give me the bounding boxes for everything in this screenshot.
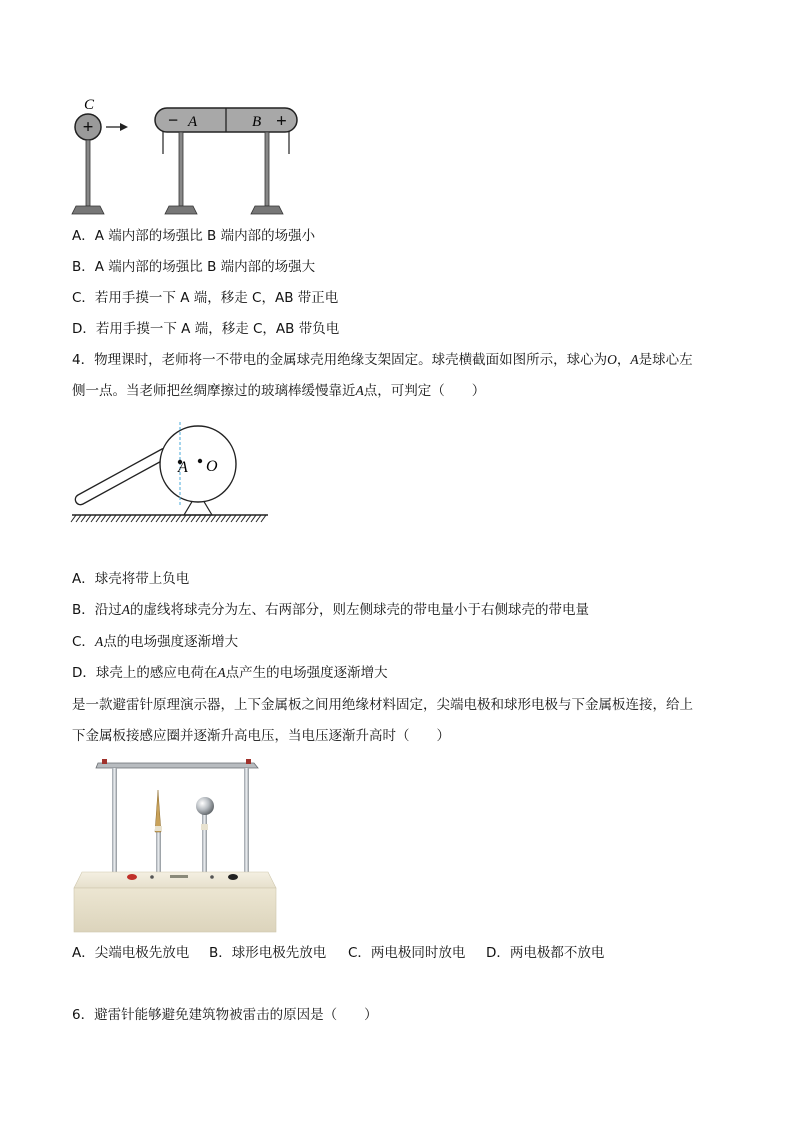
label-a: A xyxy=(188,114,198,130)
q4-stem-line2: 侧一点。当老师把丝绸摩擦过的玻璃棒缓慢靠近A点，可判定（ ） xyxy=(72,383,486,399)
q5-option-b: B．球形电极先放电 xyxy=(209,945,327,961)
q4-option-c: C．A点的电场强度逐渐增大 xyxy=(72,634,239,650)
q5-option-a: A．尖端电极先放电 xyxy=(72,945,190,961)
hatch-mark xyxy=(141,515,146,522)
sphere-plus-sign: + xyxy=(82,117,94,138)
hatch-mark xyxy=(96,515,101,522)
hatch-mark xyxy=(226,515,231,522)
hatch-mark xyxy=(206,515,211,522)
conductor-stand-base-b xyxy=(251,206,283,214)
conductor-stand-base-a xyxy=(165,206,197,214)
glass-rod xyxy=(75,448,169,504)
ball-electrode-insulator xyxy=(201,824,208,830)
sphere-stand-base xyxy=(72,206,104,214)
hatch-mark xyxy=(71,515,76,522)
base-top-surface xyxy=(74,872,276,888)
hatch-mark xyxy=(146,515,151,522)
end-a-minus-sign: − xyxy=(168,110,179,130)
q3-option-a: A．A 端内部的场强比 B 端内部的场强小 xyxy=(72,228,316,244)
sphere-stand-pole xyxy=(86,140,90,206)
hatch-mark xyxy=(126,515,131,522)
hatch-mark xyxy=(236,515,241,522)
q4-stem-line1: 4．物理课时，老师将一不带电的金属球壳用绝缘支架固定。球壳横截面如图所示，球心为O，A是球心左 xyxy=(72,352,693,368)
label-o: O xyxy=(206,458,218,475)
hatch-mark xyxy=(231,515,236,522)
base-front xyxy=(74,888,276,932)
hatch-mark xyxy=(251,515,256,522)
q5-stem-line2: 下金属板接感应圈并逐渐升高电压，当电压逐渐升高时（ ） xyxy=(72,728,450,744)
hatch-mark xyxy=(181,515,186,522)
q3-option-c: C．若用手摸一下 A 端，移走 C，AB 带正电 xyxy=(72,290,339,306)
hatch-mark xyxy=(201,515,206,522)
support-rod-left xyxy=(112,768,117,872)
hatch-mark xyxy=(121,515,126,522)
hatch-mark xyxy=(156,515,161,522)
upper-metal-plate xyxy=(96,763,258,768)
hatch-mark xyxy=(131,515,136,522)
hatch-mark xyxy=(151,515,156,522)
device-nameplate xyxy=(170,875,188,878)
ball-electrode xyxy=(196,797,214,815)
hatch-mark xyxy=(241,515,246,522)
socket-1 xyxy=(150,875,154,879)
upper-terminal-left xyxy=(102,759,107,764)
hatch-mark xyxy=(111,515,116,522)
hatch-mark xyxy=(186,515,191,522)
hatch-mark xyxy=(191,515,196,522)
q3-option-d: D．若用手摸一下 A 端，移走 C，AB 带负电 xyxy=(72,321,340,337)
lightning-rod-demonstrator-photo xyxy=(72,758,278,934)
upper-terminal-right xyxy=(246,759,251,764)
hatch-mark xyxy=(91,515,96,522)
ground-hatching xyxy=(71,515,266,522)
metal-shell xyxy=(160,426,236,502)
hatch-mark xyxy=(136,515,141,522)
conductor-stand-pole-a xyxy=(179,132,183,206)
q4-option-d: D．球壳上的感应电荷在A点产生的电场强度逐渐增大 xyxy=(72,665,388,681)
metal-shell-figure xyxy=(68,418,278,528)
socket-2 xyxy=(210,875,214,879)
support-rod-right xyxy=(244,768,249,872)
hatch-mark xyxy=(81,515,86,522)
hatch-mark xyxy=(221,515,226,522)
hatch-mark xyxy=(216,515,221,522)
q5-option-d: D．两电极都不放电 xyxy=(486,945,605,961)
q3-option-b: B．A 端内部的场强比 B 端内部的场强大 xyxy=(72,259,316,275)
hatch-mark xyxy=(196,515,201,522)
label-c: C xyxy=(84,97,95,113)
hatch-mark xyxy=(176,515,181,522)
hatch-mark xyxy=(261,515,266,522)
pointed-electrode-insulator xyxy=(155,826,162,831)
q4-option-b: B．沿过A的虚线将球壳分为左、右两部分，则左侧球壳的带电量小于右侧球壳的带电量 xyxy=(72,602,590,618)
arrow-head xyxy=(120,123,128,131)
hatch-mark xyxy=(101,515,106,522)
hatch-mark xyxy=(211,515,216,522)
conductor-stand-pole-b xyxy=(265,132,269,206)
label-b: B xyxy=(252,114,262,130)
hatch-mark xyxy=(256,515,261,522)
q5-stem-line1: 是一款避雷针原理演示器，上下金属板之间用绝缘材料固定，尖端电极和球形电极与下金属板连接，给上 xyxy=(72,697,693,713)
hatch-mark xyxy=(116,515,121,522)
hatch-mark xyxy=(76,515,81,522)
black-terminal xyxy=(228,874,238,880)
pointed-electrode-post xyxy=(156,830,161,872)
hatch-mark xyxy=(86,515,91,522)
hatch-mark xyxy=(246,515,251,522)
q4-option-a: A．球壳将带上负电 xyxy=(72,571,190,587)
red-terminal xyxy=(127,874,137,880)
hatch-mark xyxy=(106,515,111,522)
q5-option-c: C．两电极同时放电 xyxy=(348,945,466,961)
hatch-mark xyxy=(161,515,166,522)
hatch-mark xyxy=(171,515,176,522)
end-b-plus-sign: + xyxy=(276,111,287,132)
ball-electrode-post xyxy=(202,813,207,872)
q6-stem: 6．避雷针能够避免建筑物被雷击的原因是（ ） xyxy=(72,1007,378,1023)
label-a: A xyxy=(178,459,188,476)
conductor-induction-figure xyxy=(60,92,310,222)
hatch-mark xyxy=(166,515,171,522)
center-o-dot xyxy=(198,459,202,463)
